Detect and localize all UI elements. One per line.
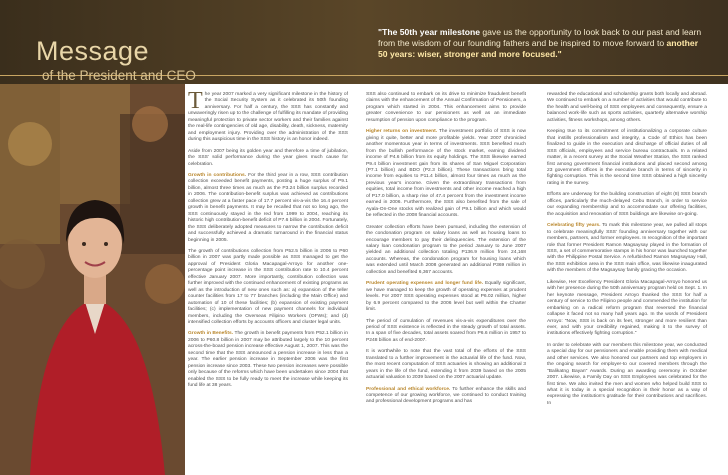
quote-part3: another 50 years: wiser, stronger and more focused." bbox=[378, 38, 699, 59]
paragraph: rewarded the educational and scholarship grants both locally and abroad. We continued to embark on a number of activities that would contribute to the health and well-being of SSS employees and consequently, ensure a balanced work-life such as sports activities, quarterly alternative worship activities, fitness workshops, among others. bbox=[547, 92, 707, 123]
paragraph-text: The growth in benefit payments from P52.1 billion in 2006 to P60.8 billion in 2007 may be attributed largely to the 10 percent across-the-board pension increase effective August 1, 2007. This was the second time that the SSS announced a pension increase in less than a year. The earlier pension increase in September 2006 was the first pension increase since 2003. These two pension increases were possible only because of the reforms which have been undertaken since 2004 that enabled the SSS to be fully ready to meet the increase while keeping its fund life at 38 years. bbox=[188, 331, 348, 389]
paragraph: The growth of contributions collection from P52.5 billion in 2006 to P60 billion in 2007 was partly made possible as SSS managed to get the approval of President Gloria Macapagal-Arroyo for another one-percentage point increase in the SSS contribution rate to 10.4 percent effective January 2007. More importantly, contribution collection was further improved with the continued enhancement of existing programs as well as the introduction of new ones such as: a) expansion of the teller counter facilities from 17 to 77 branches (including the Main Office) and automation of 10 of these facilities; (b) expansion of existing payment facilities; (c) implementation of new payment channels for individual members, including the Overseas Filipino Workers (OFWs); and (d) intensified collection efforts by accounts officers and cluster legal units. bbox=[188, 248, 348, 325]
section-heading: Professional and ethical workforce. bbox=[366, 386, 451, 392]
paragraph: SSS also continued to embark on its drive to minimize fraudulent benefit claims with the enhancement of the Annual Confirmation of Pensioners, a program which started in 2004. This enhancement aims to provide greater convenience to our pensioners as well as an immediate resumption of pension upon compliance to the program. bbox=[366, 92, 526, 123]
paragraph-text: Equally significant, we have managed to keep the growth of operating expenses at prudent levels. For 2007 SSS operating expenses stood at P6.02 million, higher by 6.9 percent compared to the 2006 level but well within the Charter limit. bbox=[366, 281, 526, 313]
paragraph: It is worthwhile to note that the vast total of the efforts of the SSS translated to a further improvement in the actuarial life of the fund. Now, the most recent computation of SSS actuaries is showing an additional 3 years in the life of the fund, extending it from 2039 based on the 2005 actuarial valuation to 2039 based on the 2007 actuarial update. bbox=[366, 349, 526, 381]
paragraph: Keeping true to its commitment of institutionalizing a corporate culture that instills professionalism and integrity, a Code of Ethics has been finalized to guide in the execution and discharge of official duties of all SSS officials, employees and service bureau contractuals. In a related matter, in a recent survey at the Social Weather Station, the SSS ranked first among government financial institutions and placed second among 23 government offices in the executive branch in terms of sincerity in fighting corruption. This is the second time SSS obtained a high sincerity rating in the survey. bbox=[547, 129, 707, 186]
paragraph-text: For the third year in a row, SSS contribution collection exceeded benefit payments, posting a huge surplus of P9.1 billion, almost three times as much as the P3.24 billion surplus recorded in 2006. The contribution-benefit surplus was achieved as contributions collection grew at a faster pace of 17.7 percent vis-a-vis the 16.4 percent growth in benefit payments. It may be recalled that not so long ago, the SSS continuously stayed in the red from 1999 to 2004, reaching its historic high contribution-benefit deficit of P7.6 billion in 2004. Fortunately, the SSS deliberately adopted measures to narrow the contribution deficit and successfully achieved a dramatic turnaround in the financial status beginning in 2005. bbox=[188, 172, 348, 243]
president-photo bbox=[0, 84, 185, 475]
paragraph bbox=[547, 223, 707, 275]
section-heading: Prudent operating expenses and longer fund life. bbox=[366, 281, 484, 287]
message-column-3 bbox=[547, 92, 707, 412]
paragraph: Aside from 2007 being its golden year and therefore a time of jubilation, the SSS' solid performance during the year gives much cause for celebration. bbox=[188, 148, 348, 167]
paragraph-text: The investment portfolio of SSS is now giving it quite, better and more profitable yields. Year 2007 chronicled another momentous year in terms of investments. SSS benefited much from the bullish performance of the stock market, earning dividend income of P4.6 billion from its equity holdings. The SSS likewise earned P9.4 billion investment gain from its shares of San Miguel Corporation (P7.1 billion) and BDO (P2.3 billion). These transactions bring total income from equities to P11.4 billion, almost four times as much as the previous year's income. Given the extraordinary transactions from equities, total income from investments and other income reached a high of P17.0 billion, a sharp rise of 47.4 percent from the investment income earned in 2006. Furthermore, the SSS also benefited from the sale of Ayala-On-One stocks with realized gain of P9.1 billion and which would be reflected in the 2008 financial accounts. bbox=[366, 129, 526, 219]
header-quote bbox=[378, 27, 708, 60]
paragraph bbox=[366, 281, 526, 313]
paragraph: Likewise, Her Excellency President Gloria Macapagal-Arroyo honored us with her presence during the 50th anniversary program held on Sept. 1. In her keynote message, President Arroyo thanked the SSS for half a century of service to the Filipino people and commended the institution for embarking on a radical reform program that reversed the financial collapse it faced not so many half years ago. In the words of President Arroyo: "Now, SSS is back on its feet, stronger and more resilient than ever, and with your credibility regained, making it to the survey of institutions effectively fighting corruption." bbox=[547, 279, 707, 337]
paragraph bbox=[188, 173, 348, 244]
section-heading: Celebrating fifty years. bbox=[547, 223, 601, 229]
paragraph: The period of cumulation of revenues vis-a-vis expenditures over the period of SSS existence is reflected in the steady growth of total assets. In a span of five decades, total assets soared from P6.6 million in 1957 to P248 billion as of end-2007. bbox=[366, 318, 526, 343]
paragraph bbox=[366, 129, 526, 219]
paragraph-text: To further enhance the skills and competence of our growing workforce, we continued to conduct training and professional development programs and has bbox=[366, 386, 526, 405]
message-column-2 bbox=[366, 92, 526, 411]
paragraph: Greater collection efforts have been pursued, including the extension of the condonation program on salary loans as well as housing loans to encourage members to pay their delinquencies. The extension of the salary loan condonation program to the period January to June 2007 yielded an additional collection totaling P136.9 million from 24,168 accounts. Whereas, the condonation program for housing loans which was extended until March 2008 generated an additional P369 million in collection and benefited 6,367 accounts. bbox=[366, 224, 526, 275]
drop-cap: T bbox=[188, 88, 203, 114]
quote-part2: gave us the opportunity to look back to our past and learn from the wisdom of our founding fathers and be inspired to move forward to bbox=[378, 27, 702, 48]
paragraph-text: he year 2007 marked a very significant milestone in the history of the Social Security System as it celebrated its 50th founding anniversary. For half a century, the SSS has constantly and unwaveringly risen up to the challenge of fulfilling its mandate of providing meaningful protection to private sector workers and their families against the real-life contingencies of old age, disability, death, sickness, maternity and employment injury. Providing over the administration of the SSS during this auspicious time in the SSS history is an honor indeed. bbox=[188, 92, 348, 143]
section-heading: Growth in Benefits. bbox=[188, 331, 234, 337]
paragraph bbox=[366, 387, 526, 406]
paragraph bbox=[188, 88, 348, 144]
portrait-illustration bbox=[0, 84, 185, 475]
paragraph: Efforts are underway for the building construction of eight (8) SSS branch offices, particularly the much-delayed Cebu Branch, in order to service our expanding membership and to accommodate our offering facilities, the acquisition and renovation of SSS buildings are likewise on-going. bbox=[547, 192, 707, 217]
quote-part1: "The 50th year milestone bbox=[378, 27, 480, 37]
section-heading: Growth in contributions. bbox=[188, 172, 247, 178]
page-subtitle: of the President and CEO bbox=[42, 68, 196, 83]
paragraph bbox=[188, 331, 348, 389]
message-column-1 bbox=[188, 88, 348, 394]
page-title: Message bbox=[36, 36, 150, 66]
paragraph-text: To mark this milestone year, we pulled all stops to celebrate meaningfully SSS' founding anniversary together with our members, partners, and former employees. In recognition of the important role that former President Ramon Magsaysay played in the formation of SSS, a set of commemorative stamps in his honor was launched together with the Philippine Postal Service. A refurbished Ramon Magsaysay Hall, the SSS exhibition area in the SSS main office, was likewise inaugurated with the members of the Magsaysay family gracing the occasion. bbox=[547, 223, 707, 274]
section-heading: Higher returns on investment. bbox=[366, 129, 438, 135]
header-banner bbox=[0, 0, 728, 84]
paragraph: In order to celebrate with our members this milestone year, we conducted a special day for our pensioners and enable providing them with medical and other services. We also honored our partners and top employers in the ongoing search for employer-to our covered members through the "Balikatng Bayan" Awards. During an awarding ceremony in October 2007. Likewise, a Family Day on SSS Employees was celebrated for the first time. We also invited the men and women who helped build SSS to what it is today in a special recognition in their honor as a way of expressing the institution's gratitude for their contributions and sacrifices. In bbox=[547, 342, 707, 406]
